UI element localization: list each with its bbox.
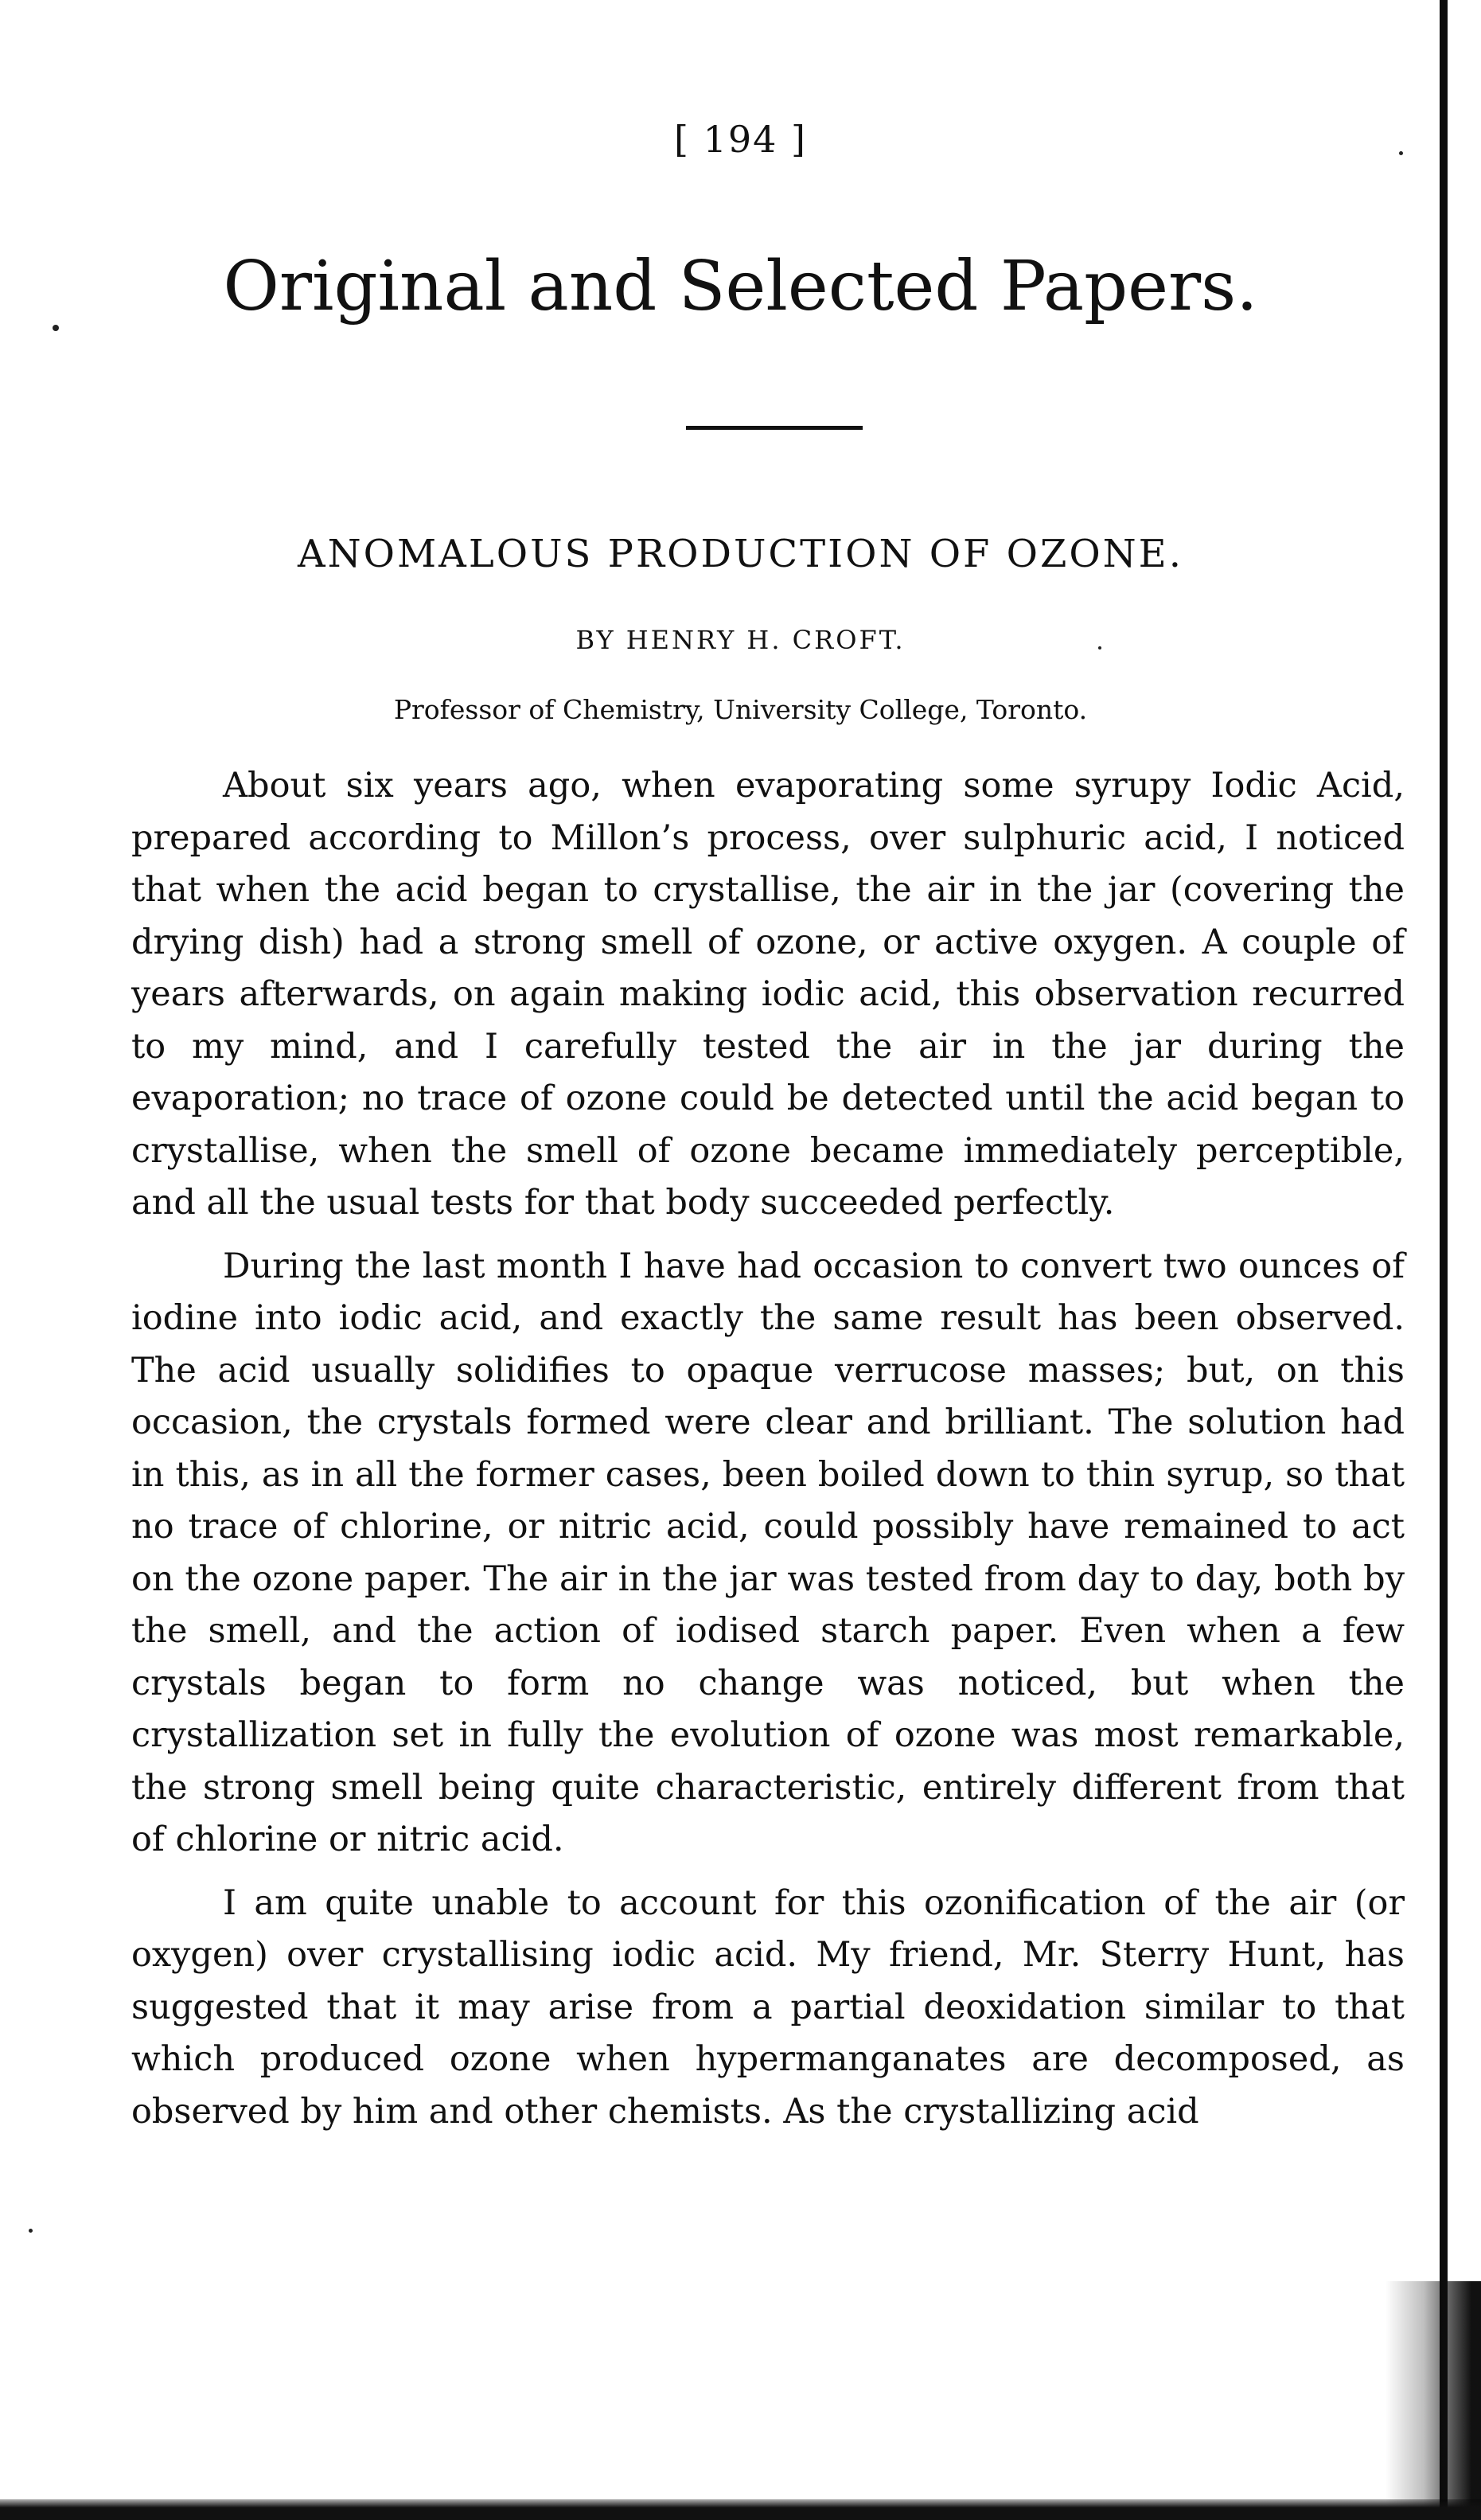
scan-speck: [29, 2229, 33, 2233]
paragraph: During the last month I have had occasion to convert two ounces of iodine into iodic acid, and exactly the same result has been observed. The acid usually solidifies to opaque verrucose masses; but, on this occasion, the crystals formed were clear and brilliant. The solution had in this, as in all the former cases, been boiled down to thin syrup, so that no trace of chlorine, or nitric acid, could possibly have remained to act on the ozone paper. The air in the jar was tested from day to day, both by the smell, and the action of iodised starch paper. Even when a few crystals began to form no change was noticed, but when the crystallization set in fully the evolution of ozone was most remarkable, the strong smell being quite characteristic, entirely different from that of chlorine or nitric acid.: [131, 1246, 1405, 1859]
article-body: [131, 760, 1405, 2149]
paragraph: About six years ago, when evaporating some syrupy Iodic Acid, prepared according to Millon’s process, over sulphuric acid, I noticed that when the acid began to crystallise, the air in the jar (covering the drying dish) had a strong smell of ozone, or active oxygen. A couple of years afterwards, on again making iodic acid, this observation recurred to my mind, and I carefully tested the air in the jar during the evaporation; no trace of ozone could be detected until the acid began to crystallise, when the smell of ozone became immediately perceptible, and all the usual tests for that body succeeded perfectly.: [131, 766, 1405, 1223]
author-byline: BY HENRY H. CROFT.: [575, 625, 906, 655]
author-affiliation: Professor of Chemistry, University College, Toronto.: [393, 694, 1088, 725]
page-number: [ 194 ]: [674, 118, 807, 161]
scan-edge-bottom: [0, 2499, 1481, 2520]
article-title: ANOMALOUS PRODUCTION OF OZONE.: [298, 532, 1183, 576]
paragraph: I am quite unable to account for this ozonification of the air (or oxygen) over crystallising iodic acid. My friend, Mr. Sterry Hunt, has suggested that it may arise from a partial deoxidation similar to that which produced ozone when hypermanganates are decomposed, as observed by him and other chemists. As the crystallizing acid: [131, 1882, 1405, 2132]
scan-edge-right: [1440, 0, 1448, 2520]
journal-heading: Original and Selected Papers.: [223, 247, 1258, 326]
title-rule: [686, 426, 863, 430]
scan-edge-burr: [1386, 2281, 1481, 2520]
